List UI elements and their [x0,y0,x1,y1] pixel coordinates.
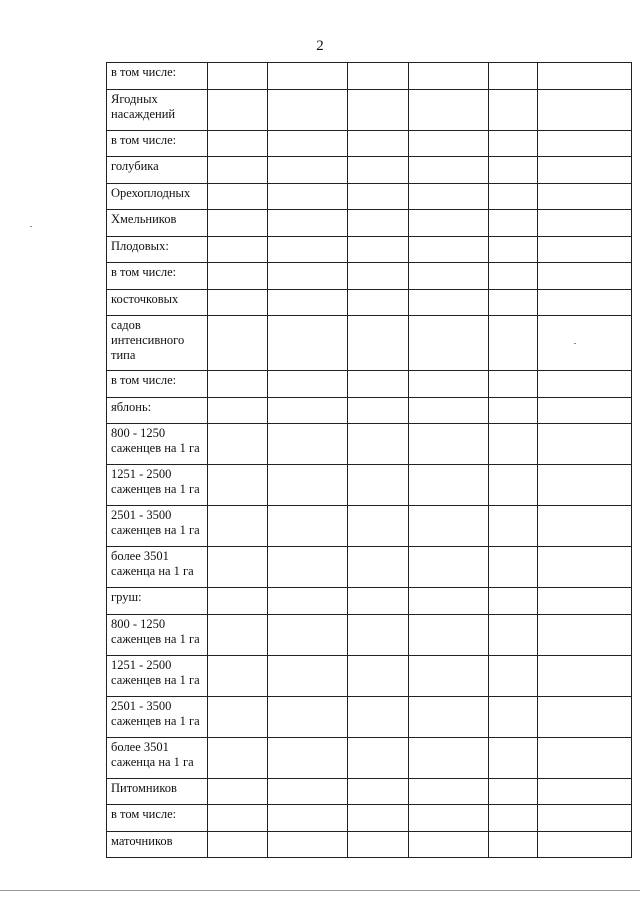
empty-cell[interactable] [268,696,348,737]
empty-cell[interactable] [348,63,409,90]
empty-cell[interactable] [538,89,632,130]
row-label: в том числе: [107,263,208,290]
empty-cell[interactable] [538,614,632,655]
empty-cell[interactable] [538,831,632,858]
empty-cell[interactable] [538,263,632,290]
row-label: 1251 - 2500 саженцев на 1 га [107,655,208,696]
empty-cell[interactable] [268,130,348,157]
empty-cell[interactable] [538,655,632,696]
row-label: груш: [107,588,208,615]
empty-cell[interactable] [489,371,538,398]
empty-cell[interactable] [268,263,348,290]
table-row [107,89,632,130]
empty-cell[interactable] [268,506,348,547]
empty-cell[interactable] [348,210,409,237]
empty-cell[interactable] [409,696,489,737]
row-label: голубика [107,157,208,184]
empty-cell[interactable] [208,397,268,424]
empty-cell[interactable] [268,424,348,465]
empty-cell[interactable] [208,547,268,588]
empty-cell[interactable] [208,371,268,398]
empty-cell[interactable] [538,316,632,371]
empty-cell[interactable] [208,737,268,778]
empty-cell[interactable] [538,737,632,778]
empty-cell[interactable] [409,737,489,778]
empty-cell[interactable] [348,655,409,696]
empty-cell[interactable] [208,63,268,90]
empty-cell[interactable] [268,316,348,371]
table-row [107,614,632,655]
empty-cell[interactable] [538,696,632,737]
row-label: садов интенсивного типа [107,316,208,371]
empty-cell[interactable] [268,371,348,398]
empty-cell[interactable] [348,236,409,263]
empty-cell[interactable] [409,263,489,290]
table-row [107,547,632,588]
empty-cell[interactable] [348,263,409,290]
empty-cell[interactable] [409,547,489,588]
empty-cell[interactable] [538,424,632,465]
table-row [107,63,632,90]
empty-cell[interactable] [348,316,409,371]
empty-cell[interactable] [538,588,632,615]
empty-cell[interactable] [409,465,489,506]
empty-cell[interactable] [208,183,268,210]
empty-cell[interactable] [409,89,489,130]
row-label: 2501 - 3500 саженцев на 1 га [107,696,208,737]
empty-cell[interactable] [489,263,538,290]
empty-cell[interactable] [489,655,538,696]
empty-cell[interactable] [268,588,348,615]
empty-cell[interactable] [489,547,538,588]
empty-cell[interactable] [348,465,409,506]
empty-cell[interactable] [208,89,268,130]
table-row [107,506,632,547]
empty-cell[interactable] [268,183,348,210]
row-label: Ягодных насаждений [107,89,208,130]
empty-cell[interactable] [268,465,348,506]
empty-cell[interactable] [208,210,268,237]
table-body [107,63,632,858]
empty-cell[interactable] [268,63,348,90]
margin-mark [574,343,576,344]
empty-cell[interactable] [208,588,268,615]
empty-cell[interactable] [348,778,409,805]
table-row [107,263,632,290]
empty-cell[interactable] [538,157,632,184]
empty-cell[interactable] [489,210,538,237]
empty-cell[interactable] [409,316,489,371]
empty-cell[interactable] [538,130,632,157]
empty-cell[interactable] [538,397,632,424]
empty-cell[interactable] [409,183,489,210]
table-row [107,778,632,805]
empty-cell[interactable] [268,737,348,778]
empty-cell[interactable] [208,263,268,290]
empty-cell[interactable] [538,236,632,263]
empty-cell[interactable] [538,778,632,805]
row-label: косточковых [107,289,208,316]
margin-mark [30,226,32,227]
empty-cell[interactable] [489,805,538,832]
empty-cell[interactable] [208,424,268,465]
empty-cell[interactable] [538,63,632,90]
empty-cell[interactable] [268,157,348,184]
empty-cell[interactable] [348,696,409,737]
table-row [107,316,632,371]
empty-cell[interactable] [409,588,489,615]
empty-cell[interactable] [348,130,409,157]
table-row [107,805,632,832]
empty-cell[interactable] [489,614,538,655]
empty-cell[interactable] [489,157,538,184]
empty-cell[interactable] [208,130,268,157]
empty-cell[interactable] [268,614,348,655]
empty-cell[interactable] [208,289,268,316]
empty-cell[interactable] [208,655,268,696]
empty-cell[interactable] [208,465,268,506]
empty-cell[interactable] [409,210,489,237]
row-label: 800 - 1250 саженцев на 1 га [107,614,208,655]
empty-cell[interactable] [348,157,409,184]
empty-cell[interactable] [489,465,538,506]
empty-cell[interactable] [268,289,348,316]
row-label: Орехоплодных [107,183,208,210]
row-label: Питомников [107,778,208,805]
empty-cell[interactable] [538,289,632,316]
row-label: в том числе: [107,130,208,157]
page-number: 2 [316,38,324,54]
footer-rule [0,890,640,891]
empty-cell[interactable] [489,89,538,130]
empty-cell[interactable] [409,63,489,90]
empty-cell[interactable] [489,831,538,858]
empty-cell[interactable] [348,424,409,465]
row-label: 800 - 1250 саженцев на 1 га [107,424,208,465]
empty-cell[interactable] [489,696,538,737]
empty-cell[interactable] [348,506,409,547]
empty-cell[interactable] [208,778,268,805]
table-row [107,465,632,506]
table-row [107,157,632,184]
table-row [107,831,632,858]
row-label: 1251 - 2500 саженцев на 1 га [107,465,208,506]
empty-cell[interactable] [208,236,268,263]
row-label: Плодовых: [107,236,208,263]
empty-cell[interactable] [538,465,632,506]
empty-cell[interactable] [489,506,538,547]
empty-cell[interactable] [348,737,409,778]
empty-cell[interactable] [268,778,348,805]
table-row [107,183,632,210]
empty-cell[interactable] [409,778,489,805]
empty-cell[interactable] [489,316,538,371]
row-label: 2501 - 3500 саженцев на 1 га [107,506,208,547]
empty-cell[interactable] [268,547,348,588]
empty-cell[interactable] [208,831,268,858]
table-row [107,737,632,778]
empty-cell[interactable] [348,588,409,615]
row-label: более 3501 саженца на 1 га [107,547,208,588]
empty-cell[interactable] [268,236,348,263]
table-row [107,696,632,737]
empty-cell[interactable] [489,130,538,157]
table-row [107,236,632,263]
empty-cell[interactable] [208,696,268,737]
empty-cell[interactable] [409,614,489,655]
empty-cell[interactable] [208,316,268,371]
empty-cell[interactable] [538,805,632,832]
empty-cell[interactable] [538,210,632,237]
table-row [107,289,632,316]
empty-cell[interactable] [348,183,409,210]
row-label: маточников [107,831,208,858]
empty-cell[interactable] [268,655,348,696]
table-row [107,655,632,696]
empty-cell[interactable] [348,89,409,130]
empty-cell[interactable] [348,289,409,316]
empty-cell[interactable] [489,289,538,316]
table-row [107,130,632,157]
table-row [107,588,632,615]
form-table [106,62,632,858]
empty-cell[interactable] [268,397,348,424]
empty-cell[interactable] [268,210,348,237]
empty-cell[interactable] [208,614,268,655]
empty-cell[interactable] [409,157,489,184]
empty-cell[interactable] [409,831,489,858]
empty-cell[interactable] [409,805,489,832]
empty-cell[interactable] [489,63,538,90]
row-label: более 3501 саженца на 1 га [107,737,208,778]
table-row [107,424,632,465]
empty-cell[interactable] [409,424,489,465]
empty-cell[interactable] [489,588,538,615]
empty-cell[interactable] [268,89,348,130]
empty-cell[interactable] [409,371,489,398]
empty-cell[interactable] [348,397,409,424]
empty-cell[interactable] [489,778,538,805]
empty-cell[interactable] [409,236,489,263]
empty-cell[interactable] [538,547,632,588]
empty-cell[interactable] [489,236,538,263]
empty-cell[interactable] [348,831,409,858]
empty-cell[interactable] [538,371,632,398]
empty-cell[interactable] [489,183,538,210]
empty-cell[interactable] [208,506,268,547]
table-row [107,371,632,398]
row-label: яблонь: [107,397,208,424]
row-label: Хмельников [107,210,208,237]
empty-cell[interactable] [268,831,348,858]
empty-cell[interactable] [538,506,632,547]
empty-cell[interactable] [409,506,489,547]
empty-cell[interactable] [348,547,409,588]
empty-cell[interactable] [538,183,632,210]
empty-cell[interactable] [208,805,268,832]
empty-cell[interactable] [409,397,489,424]
empty-cell[interactable] [348,371,409,398]
empty-cell[interactable] [409,655,489,696]
empty-cell[interactable] [489,424,538,465]
empty-cell[interactable] [208,157,268,184]
empty-cell[interactable] [268,805,348,832]
table-row [107,397,632,424]
empty-cell[interactable] [348,614,409,655]
empty-cell[interactable] [489,397,538,424]
row-label: в том числе: [107,371,208,398]
table-row [107,210,632,237]
empty-cell[interactable] [489,737,538,778]
row-label: в том числе: [107,63,208,90]
empty-cell[interactable] [409,289,489,316]
row-label: в том числе: [107,805,208,832]
empty-cell[interactable] [348,805,409,832]
empty-cell[interactable] [409,130,489,157]
